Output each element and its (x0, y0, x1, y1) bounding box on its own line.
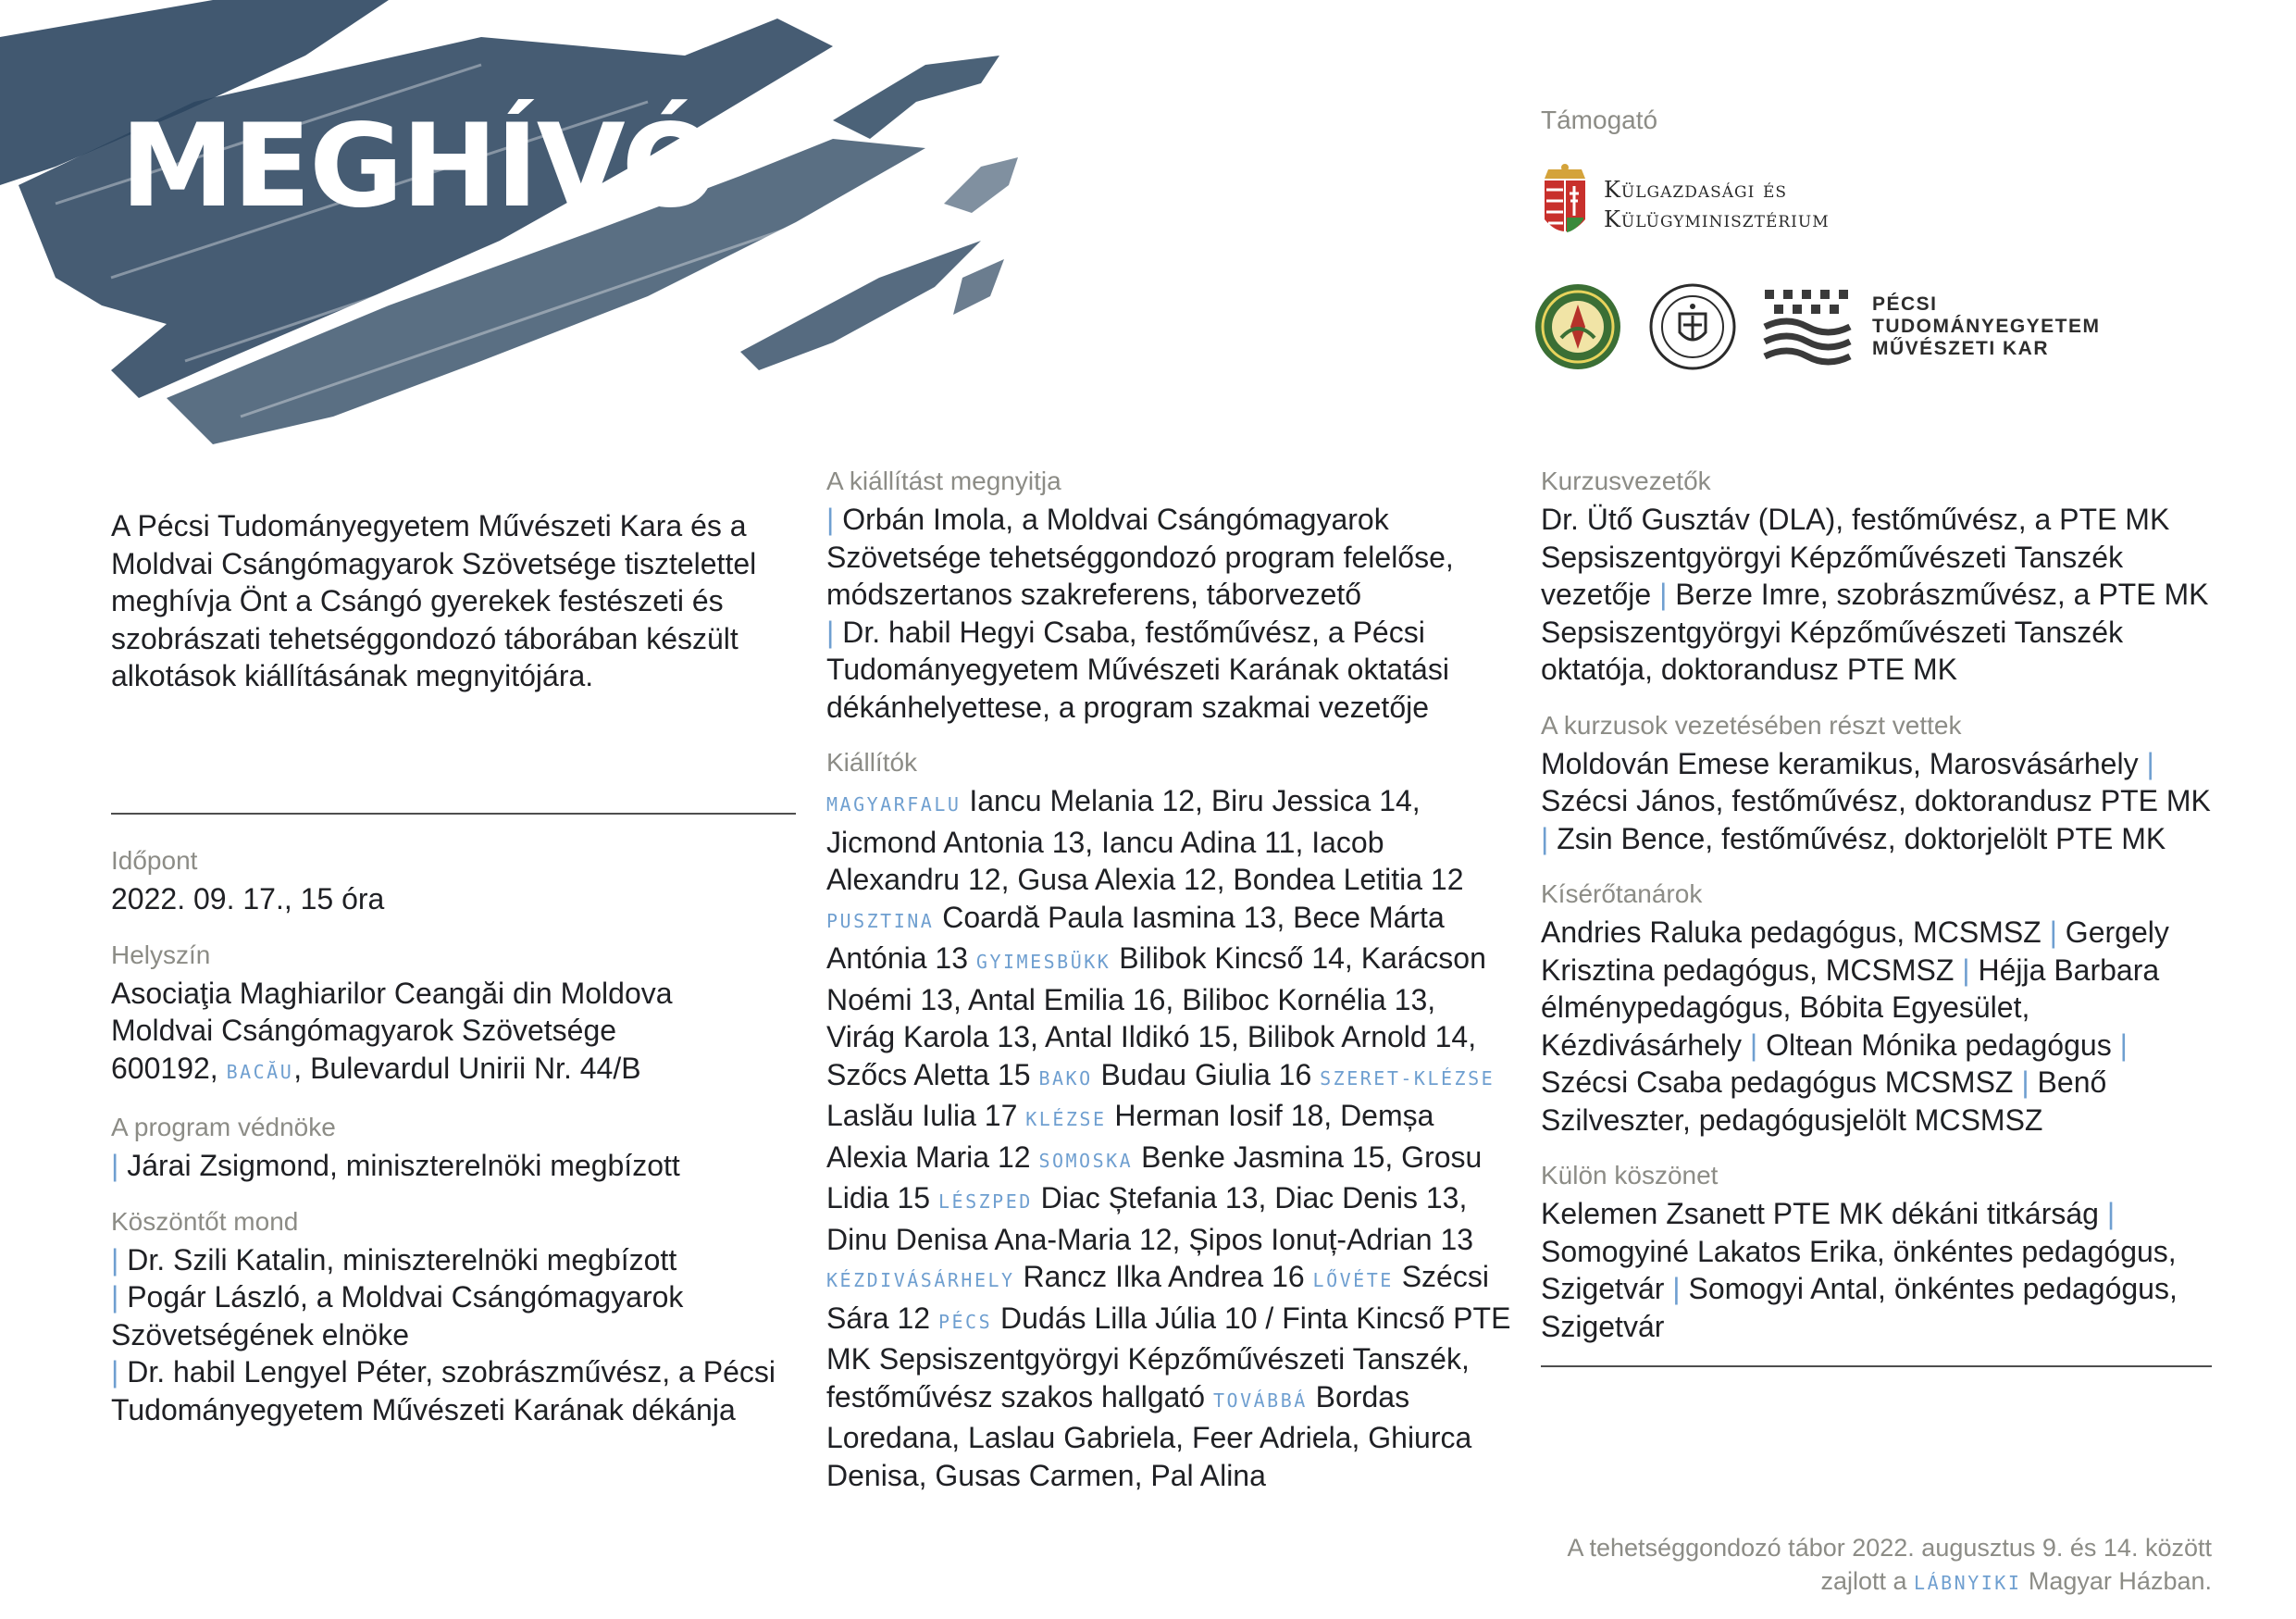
patron-label: A program védnöke (111, 1113, 336, 1141)
time-section (111, 844, 796, 918)
exhibitor-names: Coardă Paula Iasmina 13, Bece Márta Antónia 13 (826, 900, 1445, 975)
place-tag: BAKO (1038, 1066, 1093, 1090)
separator-bar: | (1962, 953, 1970, 987)
thanks-text (1541, 1195, 2212, 1345)
ministry-name-line2: Külügyminisztérium (1604, 206, 1830, 232)
thanks-label: Külön köszönet (1541, 1161, 1719, 1189)
teachers-label: Kísérőtanárok (1541, 879, 1703, 908)
teacher-name: Héjja Barbara élménypedagógus, Bóbita Egyesület, Kézdivásárhely (1541, 953, 2160, 1062)
patron-section (111, 1111, 796, 1185)
greeting-label: Köszöntőt mond (111, 1206, 299, 1236)
separator-bar: | (1659, 578, 1668, 611)
footer-text: Magyar Házban. (2028, 1567, 2212, 1595)
participant-name: Moldován Emese keramikus, Marosvásárhely (1541, 746, 2139, 780)
exhibitor-names: Bilibok Kincső 14, Karácson Noémi 13, Antal Emilia 16, Biliboc Kornélia 13, Virág Karola 13, Antal Ildikó 15, Bilibok Arnold 14, Szőcs Aletta 15 (826, 941, 1486, 1091)
separator-bar: | (2021, 1065, 2029, 1099)
leader-name: Berze Imre, szobrászművész, a PTE MK Sepsiszentgyörgyi Képzőművészeti Tanszék oktatója, doktorandusz PTE MK (1541, 578, 2209, 686)
greeting-section (111, 1205, 796, 1429)
separator-bar: | (1672, 1272, 1681, 1305)
teacher-name: Szécsi Csaba pedagógus MCSMSZ (1541, 1065, 2014, 1099)
separator-bar: | (111, 1355, 128, 1389)
location-label: Helyszín (111, 940, 211, 969)
place-tag: MAGYARFALU (826, 793, 962, 816)
exhibitors-section (826, 746, 1511, 1494)
patron-value (111, 1147, 796, 1185)
ministry-name-line1: Külgazdasági és (1604, 177, 1788, 203)
city-tag: BACĂU (226, 1060, 294, 1083)
exhibitor-names: Bordas Loredana, Laslau Gabriela, Feer Adriela, Ghiurca Denisa, Gusas Carmen, Pal Alina (826, 1379, 1472, 1492)
sponsor-label: Támogató (1541, 106, 1658, 134)
thanks-name: Somogyiné Lakatos Erika, önkéntes pedagógus, Szigetvár (1541, 1234, 2177, 1305)
exhibitor-names: Laslău Iulia 17 (826, 1099, 1018, 1132)
greeting-item (111, 1278, 796, 1353)
participant-name: Zsin Bence, festőművész, doktorjelölt PTE MK (1557, 821, 2166, 855)
staff-column (1541, 465, 2212, 1367)
location-line3 (111, 1050, 796, 1091)
exhibition-column (826, 465, 1511, 1514)
opening-item (826, 501, 1511, 614)
page-title: MEGHÍVÓ (120, 100, 717, 233)
exhibitor-names: Rancz Ilka Andrea 16 (1023, 1260, 1305, 1293)
opening-item (826, 614, 1511, 727)
place-tag: KLÉZSE (1025, 1108, 1107, 1130)
participants-section (1541, 709, 2212, 858)
greeting-name: Dr. Szili Katalin, miniszterelnöki megbízott (127, 1242, 677, 1277)
participants-text (1541, 745, 2212, 858)
separator-bar: | (111, 1242, 128, 1277)
exhibitor-names: Dudás Lilla Júlia 10 / Finta Kincső PTE MK Sepsiszentgyörgyi Képzőművészeti Tanszék, festőművész szakos hallgató (826, 1301, 1511, 1414)
greeting-item (111, 1353, 796, 1428)
brush-stroke-decoration (0, 0, 1018, 518)
leaders-label: Kurzusvezetők (1541, 467, 1711, 495)
opening-label: A kiállítást megnyitja (826, 467, 1061, 495)
place-tag: SZERET-KLÉZSE (1320, 1066, 1496, 1090)
leader-name: Dr. Ütő Gusztáv (DLA), festőművész, a PTE MK Sepsiszentgyörgyi Képzőművészeti Tanszék vezetője (1541, 503, 2170, 611)
teachers-section (1541, 878, 2212, 1139)
greeting-name: Pogár László, a Moldvai Csángómagyarok Szövetségének elnöke (111, 1280, 684, 1351)
separator-bar: | (826, 503, 843, 536)
exhibitor-names: Szécsi Sára 12 (826, 1260, 1489, 1335)
pte-name-line2: TUDOMÁNYEGYETEM (1872, 316, 2101, 337)
thanks-section (1541, 1159, 2212, 1345)
separator-bar: | (111, 1149, 128, 1182)
teacher-name: Benő Szilveszter, pedagógusjelölt MCSMSZ (1541, 1065, 2107, 1137)
location-line2: Moldvai Csángómagyarok Szövetsége (111, 1014, 617, 1047)
exhibitor-names: Iancu Melania 12, Biru Jessica 14, Jicmond Antonia 13, Iancu Adina 11, Iacob Alexandru 12, Gusa Alexia 12, Bondea Letitia 12 (826, 784, 1464, 896)
teacher-name: Gergely Krisztina pedagógus, MCSMSZ (1541, 915, 2169, 987)
exhibitors-label: Kiállítók (826, 748, 918, 777)
hungarian-coat-of-arms-icon (1541, 162, 1589, 247)
opening-person: Orbán Imola, a Moldvai Csángómagyarok Szövetsége tehetséggondozó program felelőse, módszertanos szakreferens, táborvezető (826, 503, 1454, 611)
separator-bar: | (826, 615, 843, 649)
exhibitor-names: Budau Giulia 16 (1100, 1057, 1312, 1091)
thanks-name: Somogyi Antal, önkéntes pedagógus, Szigetvár (1541, 1272, 2178, 1343)
pte-logo (1763, 288, 2101, 366)
opening-person: Dr. habil Hegyi Csaba, festőművész, a Pécsi Tudományegyetem Művészeti Karának oktatási dékánhelyettese, a program szakmai vezetője (826, 615, 1449, 724)
separator-bar: | (2049, 915, 2057, 949)
place-tag: SOMOSKA (1038, 1149, 1134, 1172)
footer-note (1541, 1531, 2212, 1600)
separator-bar: | (2106, 1197, 2116, 1230)
exhibitor-list (826, 782, 1511, 1494)
footer-place-tag: LÁBNYIKI (1914, 1572, 2022, 1594)
pte-waves-logo-icon (1763, 288, 1852, 366)
exhibitor-names: Benke Jasmina 15, Grosu Lidia 15 (826, 1140, 1483, 1214)
place-tag: TOVÁBBÁ (1212, 1389, 1308, 1412)
place-tag: GYIMESBÜKK (975, 951, 1111, 973)
teachers-text (1541, 914, 2212, 1139)
patron-name: Járai Zsigmond, miniszterelnöki megbízott (127, 1149, 680, 1182)
details-column (111, 813, 796, 1449)
exhibitor-names: Herman Iosif 18, Demșa Alexia Maria 12 (826, 1099, 1434, 1174)
divider (111, 813, 796, 815)
separator-bar: | (111, 1280, 128, 1314)
separator-bar: | (1749, 1027, 1758, 1062)
leaders-section (1541, 465, 2212, 689)
teacher-name: Oltean Mónika pedagógus (1766, 1027, 2112, 1062)
exhibitor-names: Diac Ștefania 13, Diac Denis 13, Dinu Denisa Ana-Maria 12, Șipos Ionuț-Adrian 13 (826, 1181, 1474, 1256)
greeting-item (111, 1241, 796, 1279)
footer-text: A tehetséggondozó tábor 2022. augusztus 9. és 14. között zajlott a (1567, 1534, 2212, 1595)
csango-association-seal-icon (1533, 282, 1622, 371)
time-value: 2022. 09. 17., 15 óra (111, 882, 385, 915)
thanks-name: Kelemen Zsanett PTE MK dékáni titkárság (1541, 1197, 2099, 1230)
postcode: 600192, (111, 1051, 218, 1085)
place-tag: PUSZTINA (826, 909, 935, 932)
separator-bar: | (1541, 821, 1549, 855)
leaders-text (1541, 501, 2212, 689)
place-tag: LÉSZPED (937, 1190, 1033, 1213)
greeting-name: Dr. habil Lengyel Péter, szobrászművész, a Pécsi Tudományegyetem Művészeti Karának dékánja (111, 1355, 776, 1426)
place-tag: KÉZDIVÁSÁRHELY (826, 1269, 1015, 1291)
teacher-name: Andries Raluka pedagógus, MCSMSZ (1541, 915, 2042, 949)
divider (1541, 1365, 2212, 1367)
intro-text: A Pécsi Tudományegyetem Művészeti Kara és a Moldvai Csángómagyarok Szövetsége tisztelettel meghívja Önt a Csángó gyerekek festészeti és szobrászati tehetséggondozó táborában készült alkotások kiállításának megnyitójára. (111, 509, 757, 692)
participants-label: A kurzusok vezetésében részt vettek (1541, 710, 1962, 740)
separator-bar: | (2146, 746, 2154, 780)
location-line1: Asociaţia Maghiarilor Ceangăi din Moldova (111, 976, 673, 1010)
separator-bar: | (2119, 1027, 2128, 1062)
participant-name: Szécsi János, festőművész, doktorandusz PTE MK (1541, 784, 2211, 817)
partner-logos (1533, 282, 2101, 371)
pte-name-line3: MŰVÉSZETI KAR (1872, 338, 2050, 359)
pte-name-line1: PÉCSI (1872, 293, 1938, 315)
time-label: Időpont (111, 846, 198, 875)
place-tag: PÉCS (937, 1310, 993, 1333)
opening-section (826, 465, 1511, 726)
place-tag: LŐVÉTE (1312, 1269, 1394, 1291)
university-seal-icon (1648, 282, 1737, 371)
ministry-logo (1541, 162, 1830, 247)
street: , Bulevardul Unirii Nr. 44/B (293, 1051, 641, 1085)
location-section (111, 939, 796, 1091)
